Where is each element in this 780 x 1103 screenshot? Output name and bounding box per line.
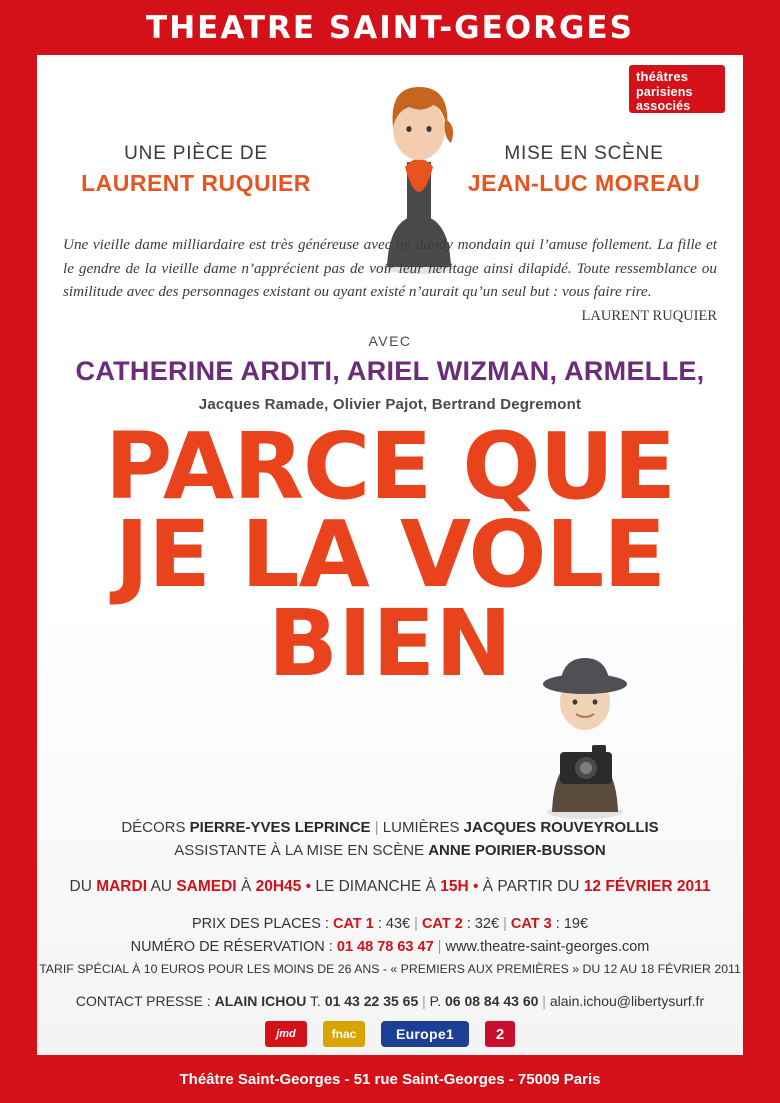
footer-band [0,1055,780,1103]
schedule-at: À [240,878,252,895]
director-credit [459,143,709,197]
technical-credits [37,817,743,862]
cat1-price: : 43€ [377,916,411,932]
tech-separator: | [374,819,379,836]
website-link[interactable]: www.theatre-saint-georges.com [445,939,650,956]
tech-line-1 [37,817,743,840]
pricing-block [37,913,743,980]
schedule-day-start: MARDI [96,878,148,895]
reservation-label: NUMÉRO DE RÉSERVATION : [130,939,333,956]
photographer-character-illustration [530,640,640,820]
schedule-line [37,878,743,896]
synopsis-text: Une vieille dame milliardaire est très généreuse avec un dandy mondain qui l’amuse follement. La fille et le gendre de la vieille dame n’apprécient pas de voir leur héritage ainsi dilapidé. Toute ressemblance ou similitude avec des personnages existant ou ayant existé n’aurait qu’un seul but : vous faire rire. [63,236,717,301]
schedule-dot-2: • [473,878,479,895]
author-name: LAURENT RUQUIER [81,170,311,196]
contact-phone1-label: T. [310,993,321,1009]
schedule-from: DU [69,878,92,895]
press-contact-line: CONTACT PRESSE : ALAIN ICHOU T. 01 43 22 35 65 | P. 06 08 84 43 60 | alain.ichou@libertysurf.fr [75,993,705,1009]
assistant-label: ASSISTANTE À LA MISE EN SCÈNE [174,841,425,859]
title-line-3: BIEN [267,589,513,697]
cast-main-names: CATHERINE ARDITI, ARIEL WIZMAN, ARMELLE, [75,356,705,386]
title-line-1: PARCE QUE [104,413,676,520]
jmd-logo: jmd [265,1021,307,1047]
schedule-time: 20H45 [255,878,302,895]
assistant-name: ANNE POIRIER-BUSSON [428,841,606,859]
schedule-sunday-label: LE DIMANCHE À [315,878,436,895]
contact-phone2[interactable]: 06 08 84 43 60 [444,993,539,1009]
author-credit [71,143,321,197]
cat3-price: : 19€ [555,916,589,932]
decors-label: DÉCORS [121,819,186,836]
schedule-to: AU [150,878,173,895]
synopsis-author: LAURENT RUQUIER [581,308,717,324]
cat2-price: : 32€ [466,916,500,932]
schedule-day-end: SAMEDI [176,878,237,895]
reservation-line: NUMÉRO DE RÉSERVATION : 01 48 78 63 47 | www.theatre-saint-georges.com [130,939,650,956]
theatres-parisiens-associes-logo [629,65,725,113]
reservation-phone[interactable]: 01 48 78 63 47 [336,939,434,956]
author-label: UNE PIÈCE DE [124,143,268,164]
tech-line-2 [37,840,743,863]
cast-supporting-names: Jacques Ramade, Olivier Pajot, Bertrand Degremont [198,396,582,413]
theatre-header [0,0,780,55]
title-line-2: JE LA VOLE [114,501,666,609]
price-line: PRIX DES PLACES : CAT 1 : 43€ | CAT 2 : 32€ | CAT 3 : 19€ [191,916,589,932]
decors-name: PIERRE-YVES LEPRINCE [189,819,371,836]
europe1-logo: Europe1 [381,1021,469,1047]
page-title: THEATRE SAINT-GEORGES [146,9,634,46]
director-name: JEAN-LUC MOREAU [467,170,701,196]
fnac-logo: fnac [323,1021,365,1047]
tpa-line-3: associés [636,99,691,114]
schedule-sunday-time: 15H [440,878,469,895]
schedule-starting-label: À PARTIR DU [482,878,580,895]
cast-with-label: AVEC [368,333,412,349]
cat2-label: CAT 2 [421,916,463,932]
france2-logo: 2 [485,1021,515,1047]
contact-email[interactable]: alain.ichou@libertysurf.fr [549,993,705,1009]
director-label: MISE EN SCÈNE [504,143,664,164]
special-offer-line: TARIF SPÉCIAL À 10 EUROS POUR LES MOINS DE 26 ANS - « PREMIERS AUX PREMIÈRES » DU 12 AU 18 FÉVRIER 2011 [39,961,741,976]
contact-phone2-label: P. [429,993,442,1009]
contact-phone1[interactable]: 01 43 22 35 65 [324,993,419,1009]
schedule-starting-date: 12 FÉVRIER 2011 [583,878,711,895]
contact-label: CONTACT PRESSE : [75,993,211,1009]
lumieres-name: JACQUES ROUVEYROLLIS [463,819,659,836]
credits-row [37,143,743,197]
sponsor-logos [37,1021,743,1047]
cat1-label: CAT 1 [333,916,374,932]
tpa-line-2: parisiens [636,84,693,99]
price-label: PRIX DES PLACES : [191,916,329,932]
poster-sheet [37,55,743,1055]
schedule-dot-1: • [305,878,312,895]
cat3-label: CAT 3 [510,916,552,932]
tpa-line-1: théâtres [636,69,689,84]
lumieres-label: LUMIÈRES [382,819,460,836]
contact-name: ALAIN ICHOU [214,993,307,1009]
theatre-address: Théâtre Saint-Georges - 51 rue Saint-Georges - 75009 Paris [179,1070,601,1088]
